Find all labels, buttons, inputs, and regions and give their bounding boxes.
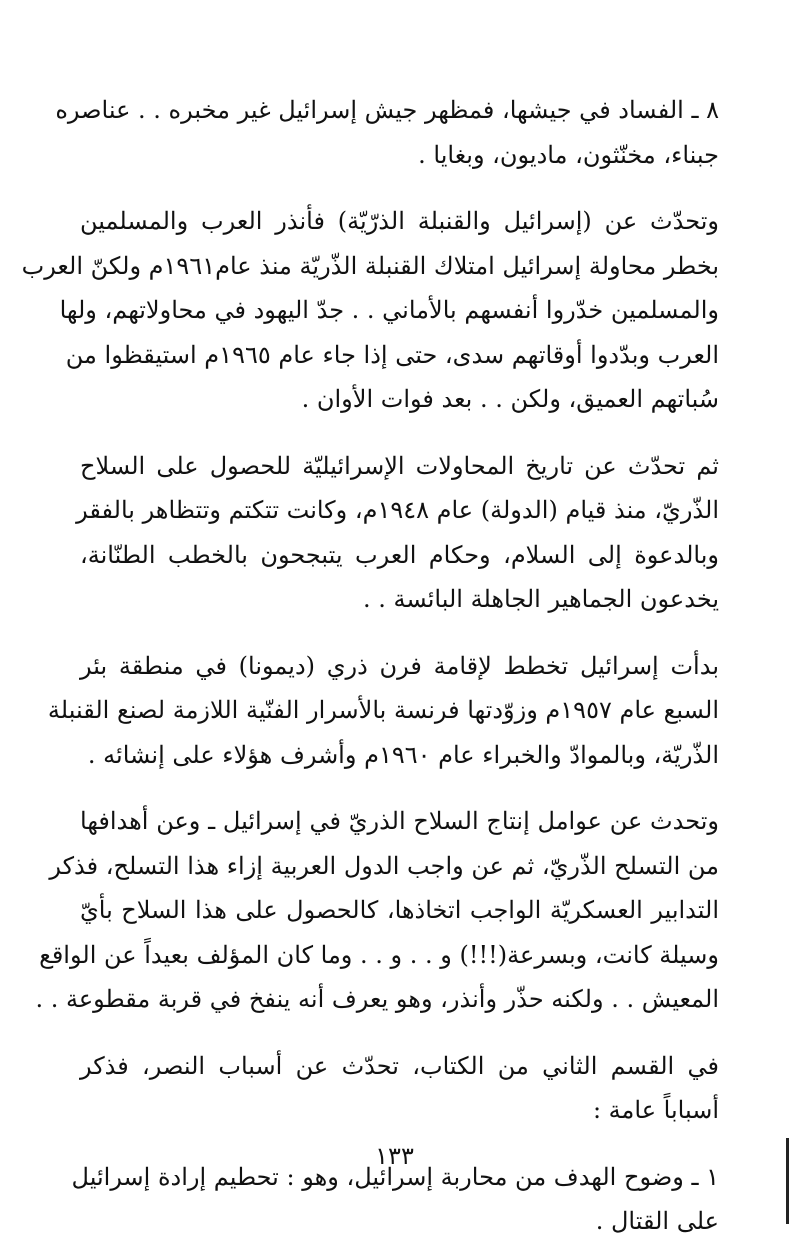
text-line: التدابير العسكريّة الواجب اتخاذها، كالحصول على هذا السلاح بأيّ (80, 896, 719, 924)
text-line: وتحدّث عن (إسرائيل والقنبلة الذرّيّة) فأنذر العرب والمسلمين (80, 207, 719, 235)
text-line: بدأت إسرائيل تخطط لإقامة فرن ذري (ديمونا) في منطقة بئر (80, 651, 719, 680)
text-line: والمسلمين خدّروا أنفسهم بالأماني . . جدّ اليهود في محاولاتهم، ولها (59, 296, 719, 324)
paragraph (47, 644, 719, 778)
text-line: من التسلح الذّريّ، ثم عن واجب الدول العربية إزاء هذا التسلح، فذكر (49, 851, 719, 880)
text-line: العرب وبدّدوا أوقاتهم سدى، حتى إذا جاء عام ١٩٦٥م استيقظوا من (65, 340, 719, 369)
paragraph (35, 799, 719, 1022)
paragraph (21, 199, 719, 422)
text-line: سُباتهم العميق، ولكن . . بعد فوات الأوان . (301, 385, 719, 413)
body-text (21, 88, 719, 1244)
page-number: ١٣٣ (375, 1142, 414, 1170)
text-line: وسيلة كانت، وبسرعة(!!!) و . . و . . وما كان المؤلف بعيداً عن الواقع (39, 940, 719, 969)
text-line: وتحدث عن عوامل إنتاج السلاح الذريّ في إسرائيل ـ وعن أهدافها (80, 807, 719, 835)
text-line: يخدعون الجماهير الجاهلة البائسة . . (362, 585, 719, 613)
text-line: الذّريّ، منذ قيام (الدولة) عام ١٩٤٨م، وكانت تتكتم وتتظاهر بالفقر (76, 496, 719, 524)
text-line: في القسم الثاني من الكتاب، تحدّث عن أسباب النصر، فذكر (80, 1051, 719, 1080)
paragraph (76, 444, 719, 622)
text-line: ٨ ـ الفساد في جيشها، فمظهر جيش إسرائيل غير مخبره . . عناصره (55, 96, 719, 124)
text-line: على القتال . (595, 1207, 719, 1235)
text-line: ثم تحدّث عن تاريخ المحاولات الإسرائيليّة للحصول على السلاح (80, 451, 719, 480)
text-line: المعيش . . ولكنه حذّر وأنذر، وهو يعرف أنه ينفخ في قربة مقطوعة . . (35, 985, 719, 1013)
text-line: الذّريّة، وبالموادّ والخبراء عام ١٩٦٠م وأشرف هؤلاء على إنشائه . (87, 740, 719, 769)
text-line: جبناء، مخنّثون، ماديون، وبغايا . (418, 140, 719, 169)
text-line: بخطر محاولة إسرائيل امتلاك القنبلة الذّريّة منذ عام١٩٦١م ولكنّ العرب (21, 251, 719, 280)
text-line: أسباباً عامة : (592, 1096, 719, 1124)
paragraph (80, 1044, 719, 1133)
text-line: وبالدعوة إلى السلام، وحكام العرب يتبجحون بالخطب الطنّانة، (80, 540, 719, 569)
text-line: السبع عام ١٩٥٧م وزوّدتها فرنسة بالأسرار الفنّية اللازمة لصنع القنبلة (47, 696, 719, 724)
paragraph (55, 88, 719, 177)
text-line: ١ ـ وضوح الهدف من محاربة إسرائيل، وهو : تحطيم إرادة إسرائيل (71, 1162, 719, 1191)
